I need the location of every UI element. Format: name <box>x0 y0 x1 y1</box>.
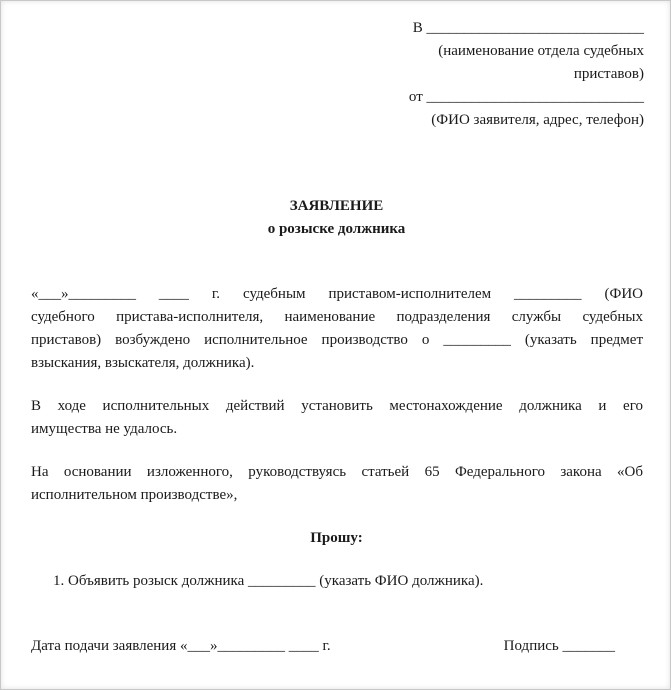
document-title: ЗАЯВЛЕНИЕ <box>289 198 384 214</box>
paragraph-1-line-1: «___»_________ ____ г. судебным приставом-исполнителем _________ (ФИО <box>31 286 643 302</box>
addressee-line: В _____________________________ <box>412 20 644 36</box>
paragraph-3-line-2: исполнительном производстве», <box>31 487 238 503</box>
addressee-note-line-2: приставов) <box>573 66 644 82</box>
paragraph-3-line-1: На основании изложенного, руководствуясь статьей 65 Федерального закона «Об <box>31 464 643 480</box>
paragraph-2-line-2: имущества не удалось. <box>31 421 178 437</box>
request-item-1: 1. Объявить розыск должника _________ (указать ФИО должника). <box>53 573 484 589</box>
paragraph-1-line-4: взыскания, взыскателя, должника). <box>31 355 255 371</box>
paragraph-1-line-3: приставов) возбуждено исполнительное производство о _________ (указать предмет <box>31 332 643 348</box>
signature-line: Подпись _______ <box>503 638 615 654</box>
submission-date-line: Дата подачи заявления «___»_________ ____ г. <box>31 638 331 654</box>
document-subtitle: о розыске должника <box>267 221 406 237</box>
paragraph-2-line-1: В ходе исполнительных действий установить местонахождение должника и его <box>31 398 643 414</box>
request-heading: Прошу: <box>310 530 363 546</box>
paragraph-1-line-2: судебного пристава-исполнителя, наименование подразделения службы судебных <box>31 309 643 325</box>
sender-note: (ФИО заявителя, адрес, телефон) <box>431 112 644 128</box>
addressee-note-line-1: (наименование отдела судебных <box>438 43 644 59</box>
sender-line: от _____________________________ <box>408 89 644 105</box>
